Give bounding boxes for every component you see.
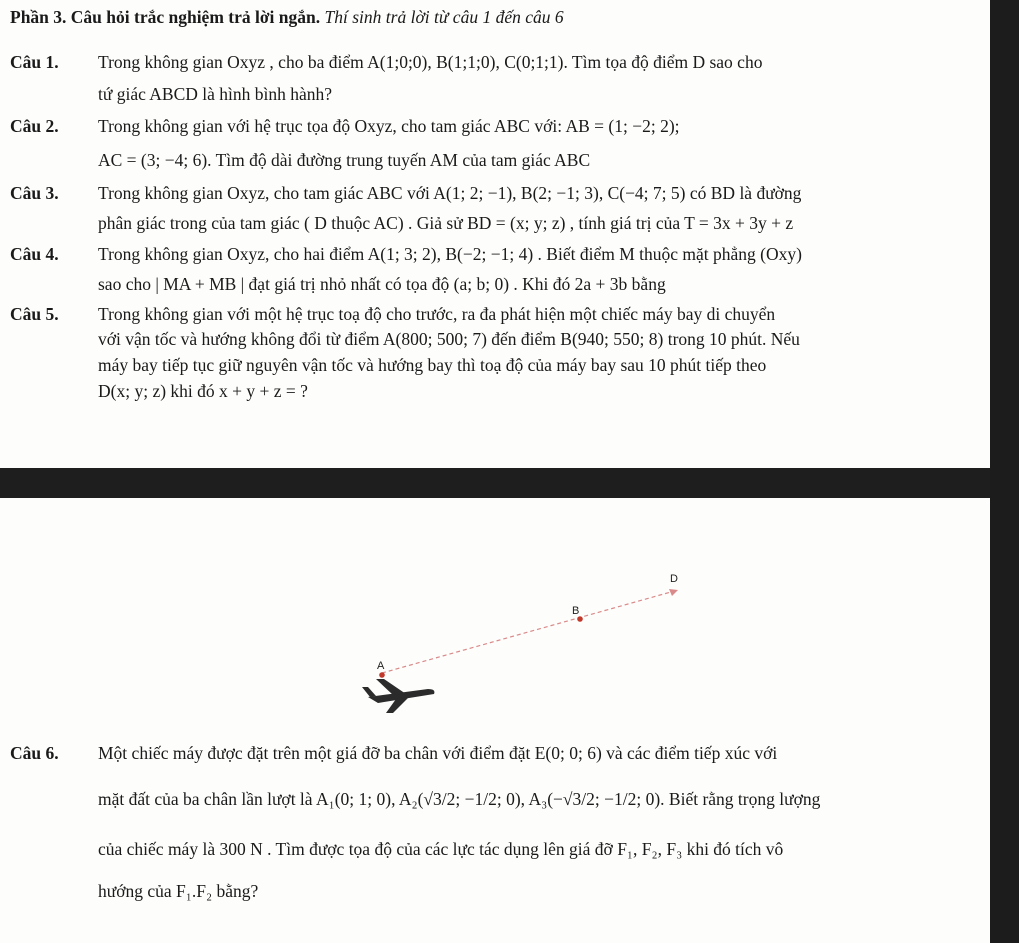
question-3-line-2: phân giác trong của tam giác ( D thuộc AC) . Giả sử BD = (x; y; z) , tính giá trị của T = 3x + 3y + z: [98, 213, 794, 233]
question-3-label: Câu 3.: [10, 183, 59, 203]
question-1-line-1: Trong không gian Oxyz , cho ba điểm A(1;0;0), B(1;1;0), C(0;1;1). Tìm tọa độ điểm D sao cho: [98, 52, 763, 72]
question-1-line-2: tứ giác ABCD là hình bình hành?: [98, 84, 333, 104]
label-a: A: [377, 660, 385, 672]
point-a: [379, 672, 385, 678]
question-5-line-2: với vận tốc và hướng không đổi từ điểm A(800; 500; 7) đến điểm B(940; 550; 8) trong 10 phút. Nếu: [98, 329, 800, 349]
label-d: D: [670, 573, 678, 585]
question-6-label: Câu 6.: [10, 743, 59, 763]
section-instruction: Thí sinh trả lời từ câu 1 đến câu 6: [324, 7, 564, 27]
question-2-label: Câu 2.: [10, 116, 59, 136]
question-5-label: Câu 5.: [10, 304, 59, 324]
question-4-label: Câu 4.: [10, 244, 59, 264]
question-3-line-1: Trong không gian Oxyz, cho tam giác ABC với A(1; 2; −1), B(2; −1; 3), C(−4; 7; 5) có BD là đường: [98, 183, 802, 203]
question-5-line-3: máy bay tiếp tục giữ nguyên vận tốc và hướng bay thì toạ độ của máy bay sau 10 phút tiếp theo: [98, 355, 767, 375]
airplane-trajectory-diagram: [360, 565, 700, 725]
question-2-line-1: Trong không gian với hệ trục tọa độ Oxyz, cho tam giác ABC với: AB = (1; −2; 2);: [98, 116, 680, 136]
section-title: Phần 3. Câu hỏi trắc nghiệm trả lời ngắn.: [10, 7, 321, 27]
section-header: [10, 6, 564, 28]
dark-band-divider: [0, 468, 990, 498]
trajectory-line: [382, 590, 678, 673]
trajectory-arrowhead: [669, 589, 678, 596]
question-6-line-2: mặt đất của ba chân lần lượt là A₁(0; 1; 0), A₂(√3/2; −1/2; 0), A₃(−√3/2; −1/2; 0). Biết rằng trọng lượng: [98, 789, 821, 809]
question-5-line-1: Trong không gian với một hệ trục toạ độ cho trước, ra đa phát hiện một chiếc máy bay di chuyển: [98, 304, 776, 324]
question-4-line-1: Trong không gian Oxyz, cho hai điểm A(1; 3; 2), B(−2; −1; 4) . Biết điểm M thuộc mặt phẳng (Oxy): [98, 244, 802, 264]
question-2-line-2: AC = (3; −4; 6). Tìm độ dài đường trung tuyến AM của tam giác ABC: [98, 150, 591, 170]
question-6-line-3: của chiếc máy là 300 N . Tìm được tọa độ của các lực tác dụng lên giá đỡ F₁, F₂, F₃ khi đó tích vô: [98, 839, 784, 859]
dark-right-edge: [990, 0, 1019, 943]
question-1-label: Câu 1.: [10, 52, 59, 72]
question-4-line-2: sao cho | MA + MB | đạt giá trị nhỏ nhất có tọa độ (a; b; 0) . Khi đó 2a + 3b bằng: [98, 274, 666, 294]
point-b: [577, 616, 583, 622]
question-6-line-4: hướng của F₁.F₂ bằng?: [98, 881, 259, 901]
label-b: B: [572, 605, 580, 617]
question-6-line-1: Một chiếc máy được đặt trên một giá đỡ ba chân với điểm đặt E(0; 0; 6) và các điểm tiếp xúc với: [98, 743, 778, 763]
question-5-line-4: D(x; y; z) khi đó x + y + z = ?: [98, 381, 308, 401]
airplane-icon: [362, 679, 434, 713]
